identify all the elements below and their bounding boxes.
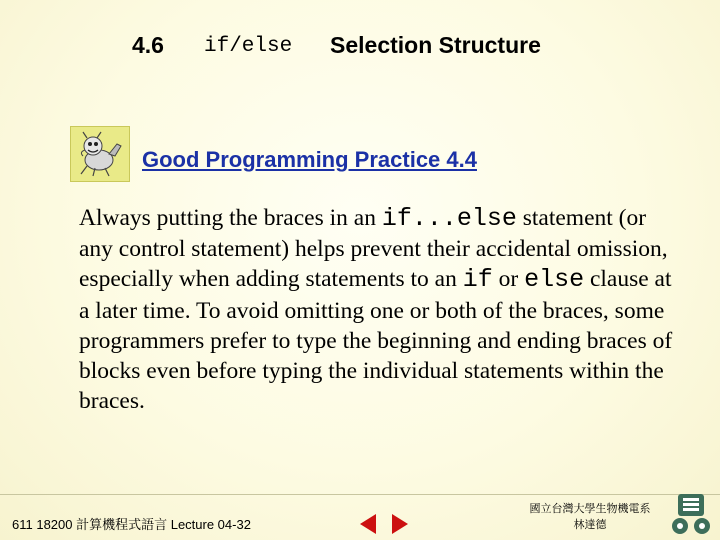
practice-heading: Good Programming Practice 4.4 <box>142 147 477 172</box>
body-text-4: clause at a later time. To avoid omitting one or both of the braces, some programmers prefer to type the beginning and ending braces of blocks even before typing the individual statements within the braces. <box>79 266 673 415</box>
department-name: 國立台灣大學生物機電系 <box>529 503 651 515</box>
body-text-3: or <box>492 266 525 293</box>
thumbs-up-bug-icon <box>70 126 130 182</box>
code-if-else: if...else <box>381 204 517 233</box>
title-code: if/else <box>204 35 293 58</box>
body-text <box>79 203 679 416</box>
department-label <box>520 501 660 533</box>
department-logo-icon <box>668 492 714 538</box>
code-else: else <box>524 265 585 295</box>
footer-divider <box>0 494 720 495</box>
code-if: if <box>462 265 493 295</box>
section-number: 4.6 <box>132 32 164 58</box>
course-label: 611 18200 計算機程式語言 Lecture 04-32 <box>12 517 251 532</box>
body-text-1: Always putting the braces in an <box>79 205 382 231</box>
next-slide-icon[interactable] <box>392 514 408 534</box>
previous-slide-icon[interactable] <box>360 514 376 534</box>
title-text: Selection Structure <box>330 32 541 58</box>
body-text-2: statement (or any control statement) helps prevent their accidental omission, especially when adding statements to an <box>79 205 668 293</box>
slide-title <box>0 30 720 64</box>
author-name: 林達德 <box>573 519 607 531</box>
